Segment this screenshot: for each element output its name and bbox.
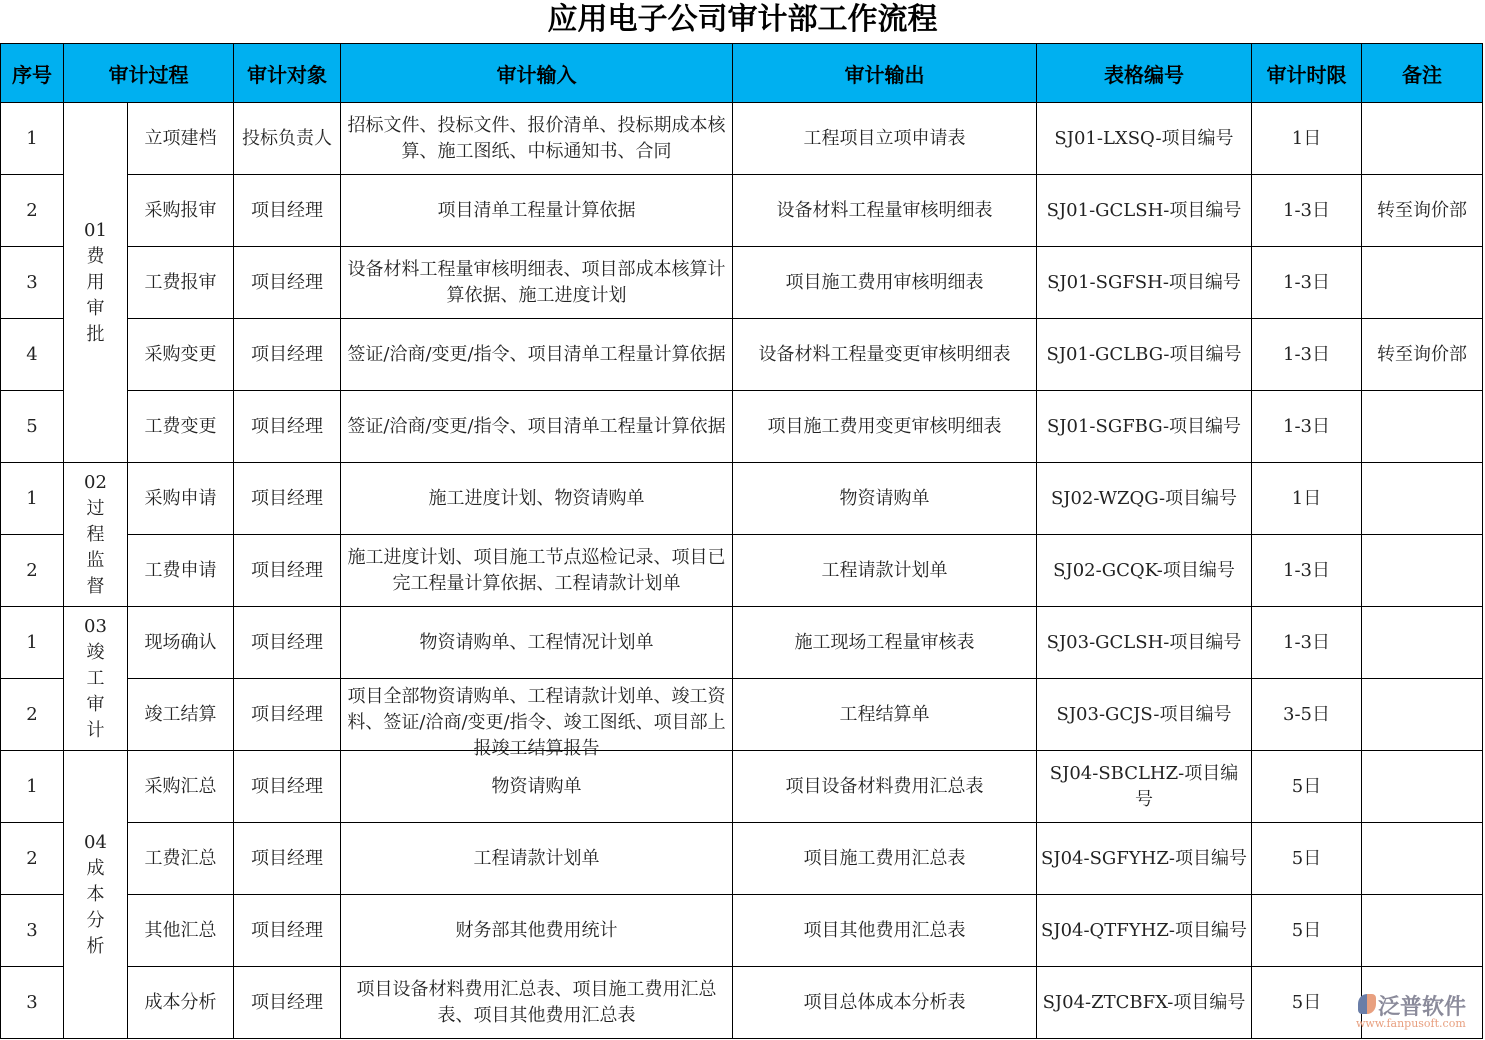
table-row	[1, 679, 1483, 751]
table-row	[1, 823, 1483, 895]
audit-output: 施工现场工程量审核表	[733, 607, 1037, 679]
audit-input-text: 物资请购单、工程情况计划单	[419, 631, 654, 653]
audit-input	[341, 175, 733, 247]
time-limit: 1-3日	[1252, 247, 1362, 319]
process-group: 02过程监督	[64, 463, 128, 607]
remarks	[1362, 103, 1483, 175]
table-row	[1, 103, 1483, 175]
form-code: SJ02-WZQG-项目编号	[1037, 463, 1252, 535]
remarks	[1362, 607, 1483, 679]
process-group: 03竣工审计	[64, 607, 128, 751]
remarks	[1362, 679, 1483, 751]
row-index: 2	[1, 535, 64, 607]
form-code: SJ04-SBCLHZ-项目编号	[1037, 751, 1252, 823]
header-form-code: 表格编号	[1037, 44, 1252, 103]
table-row	[1, 607, 1483, 679]
form-code: SJ01-GCLSH-项目编号	[1037, 175, 1252, 247]
header-index: 序号	[1, 44, 64, 103]
table-row	[1, 175, 1483, 247]
process-step: 立项建档	[128, 103, 234, 175]
audit-input	[341, 607, 733, 679]
audit-input-text: 工程请款计划单	[473, 847, 600, 869]
audit-process-table	[0, 43, 1483, 1039]
form-code: SJ04-ZTCBFX-项目编号	[1037, 967, 1252, 1039]
table-row	[1, 463, 1483, 535]
audit-output: 项目设备材料费用汇总表	[733, 751, 1037, 823]
time-limit: 5日	[1252, 967, 1362, 1039]
audit-output: 项目施工费用汇总表	[733, 823, 1037, 895]
table-row	[1, 247, 1483, 319]
audit-input	[341, 679, 733, 759]
form-code: SJ01-GCLBG-项目编号	[1037, 319, 1252, 391]
time-limit: 1-3日	[1252, 391, 1362, 463]
row-index: 3	[1, 967, 64, 1039]
time-limit: 1-3日	[1252, 607, 1362, 679]
remarks	[1362, 463, 1483, 535]
audit-output: 工程项目立项申请表	[733, 103, 1037, 175]
audit-target: 项目经理	[234, 751, 341, 823]
row-index: 3	[1, 895, 64, 967]
audit-input-text: 项目设备材料费用汇总表、项目施工费用汇总表、项目其他费用汇总表	[356, 978, 717, 1026]
audit-input	[341, 319, 733, 391]
row-index: 2	[1, 679, 64, 751]
table-row	[1, 391, 1483, 463]
remarks: 转至询价部	[1362, 175, 1483, 247]
audit-input-text: 项目全部物资请购单、工程请款计划单、竣工资料、签证/洽商/变更/指令、竣工图纸、项目部上报竣工结算报告	[347, 685, 726, 759]
audit-input-text: 签证/洽商/变更/指令、项目清单工程量计算依据	[347, 343, 726, 365]
form-code: SJ03-GCLSH-项目编号	[1037, 607, 1252, 679]
form-code: SJ01-SGFBG-项目编号	[1037, 391, 1252, 463]
remarks	[1362, 535, 1483, 607]
audit-target: 项目经理	[234, 967, 341, 1039]
audit-target: 投标负责人	[234, 103, 341, 175]
header-output: 审计输出	[733, 44, 1037, 103]
audit-input	[341, 967, 733, 1039]
header-time-limit: 审计时限	[1252, 44, 1362, 103]
process-step: 竣工结算	[128, 679, 234, 751]
process-group: 01费用审批	[64, 103, 128, 463]
process-step: 采购变更	[128, 319, 234, 391]
form-code: SJ04-QTFYHZ-项目编号	[1037, 895, 1252, 967]
remarks	[1362, 751, 1483, 823]
audit-input	[341, 247, 733, 319]
time-limit: 1日	[1252, 463, 1362, 535]
time-limit: 1-3日	[1252, 535, 1362, 607]
time-limit: 5日	[1252, 895, 1362, 967]
audit-input-text: 招标文件、投标文件、报价清单、投标期成本核算、施工图纸、中标通知书、合同	[347, 114, 726, 162]
audit-input-text: 项目清单工程量计算依据	[437, 199, 636, 221]
form-code: SJ04-SGFYHZ-项目编号	[1037, 823, 1252, 895]
table-row	[1, 895, 1483, 967]
fanpu-logo	[1356, 990, 1481, 1034]
audit-input	[341, 823, 733, 895]
header-process: 审计过程	[64, 44, 234, 103]
audit-target: 项目经理	[234, 247, 341, 319]
audit-target: 项目经理	[234, 607, 341, 679]
header-target: 审计对象	[234, 44, 341, 103]
table-row	[1, 967, 1483, 1039]
audit-input-text: 物资请购单	[491, 775, 582, 797]
table-row	[1, 319, 1483, 391]
time-limit: 3-5日	[1252, 679, 1362, 751]
row-index: 5	[1, 391, 64, 463]
audit-target: 项目经理	[234, 391, 341, 463]
audit-target: 项目经理	[234, 463, 341, 535]
audit-input-text: 施工进度计划、项目施工节点巡检记录、项目已完工程量计算依据、工程请款计划单	[347, 546, 726, 594]
process-group: 04成本分析	[64, 751, 128, 1039]
table-row	[1, 535, 1483, 607]
row-index: 2	[1, 823, 64, 895]
form-code: SJ01-SGFSH-项目编号	[1037, 247, 1252, 319]
form-code: SJ02-GCQK-项目编号	[1037, 535, 1252, 607]
audit-output: 项目施工费用审核明细表	[733, 247, 1037, 319]
process-step: 采购申请	[128, 463, 234, 535]
audit-target: 项目经理	[234, 895, 341, 967]
process-step: 工费申请	[128, 535, 234, 607]
audit-input-text: 设备材料工程量审核明细表、项目部成本核算计算依据、施工进度计划	[347, 258, 726, 306]
time-limit: 1日	[1252, 103, 1362, 175]
remarks	[1362, 391, 1483, 463]
logo-url: www.fanpusoft.com	[1356, 1017, 1466, 1030]
process-step: 现场确认	[128, 607, 234, 679]
audit-input-text: 施工进度计划、物资请购单	[428, 487, 645, 509]
header-input: 审计输入	[341, 44, 733, 103]
page-title: 应用电子公司审计部工作流程	[547, 2, 938, 37]
time-limit: 1-3日	[1252, 319, 1362, 391]
audit-target: 项目经理	[234, 679, 341, 751]
process-step: 工费报审	[128, 247, 234, 319]
audit-output: 项目其他费用汇总表	[733, 895, 1037, 967]
audit-input	[341, 535, 733, 607]
process-step: 工费汇总	[128, 823, 234, 895]
audit-target: 项目经理	[234, 535, 341, 607]
header-row	[1, 44, 1483, 103]
remarks: 转至询价部	[1362, 319, 1483, 391]
row-index: 1	[1, 607, 64, 679]
row-index: 3	[1, 247, 64, 319]
logo-name: 泛普软件	[1378, 995, 1467, 1020]
row-index: 4	[1, 319, 64, 391]
audit-input	[341, 895, 733, 967]
table-row	[1, 751, 1483, 823]
row-index: 1	[1, 103, 64, 175]
logo-mark-icon	[1358, 994, 1376, 1014]
header-remarks: 备注	[1362, 44, 1483, 103]
row-index: 2	[1, 175, 64, 247]
row-index: 1	[1, 463, 64, 535]
audit-input	[341, 463, 733, 535]
audit-input-text: 财务部其他费用统计	[455, 919, 618, 941]
time-limit: 5日	[1252, 751, 1362, 823]
audit-target: 项目经理	[234, 175, 341, 247]
audit-output: 工程请款计划单	[733, 535, 1037, 607]
audit-output: 设备材料工程量变更审核明细表	[733, 319, 1037, 391]
audit-input	[341, 103, 733, 175]
audit-output: 工程结算单	[733, 679, 1037, 751]
time-limit: 5日	[1252, 823, 1362, 895]
audit-output: 项目施工费用变更审核明细表	[733, 391, 1037, 463]
audit-input-text: 签证/洽商/变更/指令、项目清单工程量计算依据	[347, 415, 726, 437]
audit-input	[341, 391, 733, 463]
remarks	[1362, 895, 1483, 967]
process-step: 其他汇总	[128, 895, 234, 967]
time-limit: 1-3日	[1252, 175, 1362, 247]
audit-output: 设备材料工程量审核明细表	[733, 175, 1037, 247]
form-code: SJ03-GCJS-项目编号	[1037, 679, 1252, 751]
audit-output: 物资请购单	[733, 463, 1037, 535]
remarks	[1362, 823, 1483, 895]
process-step: 成本分析	[128, 967, 234, 1039]
remarks	[1362, 247, 1483, 319]
process-step: 工费变更	[128, 391, 234, 463]
process-step: 采购报审	[128, 175, 234, 247]
process-step: 采购汇总	[128, 751, 234, 823]
row-index: 1	[1, 751, 64, 823]
audit-output: 项目总体成本分析表	[733, 967, 1037, 1039]
audit-target: 项目经理	[234, 823, 341, 895]
audit-target: 项目经理	[234, 319, 341, 391]
form-code: SJ01-LXSQ-项目编号	[1037, 103, 1252, 175]
